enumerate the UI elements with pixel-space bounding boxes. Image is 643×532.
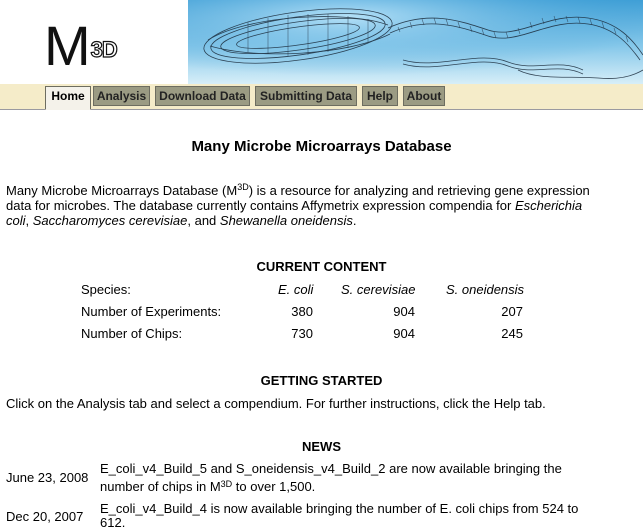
species-header-label: Species: xyxy=(81,282,131,297)
tab-submitting-data[interactable]: Submitting Data xyxy=(255,86,357,106)
tab-analysis[interactable]: Analysis xyxy=(93,86,150,106)
chips-soneidensis-value: 245 xyxy=(501,326,523,341)
species-ecoli-header: E. coli xyxy=(278,282,314,297)
logo-area xyxy=(0,0,188,84)
getting-started-title: GETTING STARTED xyxy=(260,373,383,388)
news-date: June 23, 2008 xyxy=(6,470,89,485)
getting-started-text: Click on the Analysis tab and select a compendium. For further instructions, click the Help tab. xyxy=(6,396,546,411)
chips-row-label: Number of Chips: xyxy=(81,326,183,341)
tab-help[interactable]: Help xyxy=(362,86,398,106)
experiments-scerevisiae-value: 904 xyxy=(393,304,415,319)
experiments-soneidensis-value: 207 xyxy=(501,304,523,319)
news-line: E_coli_v4_Build_4 is now available bringing the number of E. coli chips from 524 to xyxy=(100,501,579,516)
news-title: NEWS xyxy=(302,439,341,454)
site-logo[interactable]: $M^{3D}$ xyxy=(44,14,117,77)
tab-about[interactable]: About xyxy=(403,86,445,106)
news-date: Dec 20, 2007 xyxy=(6,509,84,524)
experiments-ecoli-value: 380 xyxy=(291,304,313,319)
current-content-title: CURRENT CONTENT xyxy=(256,259,387,274)
page-title: Many Microbe Microarrays Database xyxy=(191,138,452,155)
news-line: number of chips in $M^{3D}$ to over 1,500. xyxy=(100,479,316,494)
experiments-row-label: Number of Experiments: xyxy=(81,304,222,319)
tab-home[interactable]: Home xyxy=(45,86,91,110)
intro-paragraph: Many Microbe Microarrays Database $(M^{3D})$ is a resource for analyzing and retrieving gene expression data for microbes. The database currently contains Affymetrix expression compendia for Escherichia coli, Saccharomyces cerevisiae, and Shewanella oneidensis. xyxy=(6,182,590,228)
chips-scerevisiae-value: 904 xyxy=(393,326,415,341)
main-content xyxy=(0,110,643,532)
tab-download-data[interactable]: Download Data xyxy=(155,86,250,106)
microbe-banner-art xyxy=(188,0,643,84)
tab-bar xyxy=(0,84,643,110)
species-scerevisiae-header: S. cerevisiae xyxy=(341,282,416,297)
news-line: 612. xyxy=(100,515,126,530)
news-line: E_coli_v4_Build_5 and S_oneidensis_v4_Build_2 are now available bringing the xyxy=(100,461,562,476)
site-banner xyxy=(0,0,643,84)
species-soneidensis-header: S. oneidensis xyxy=(446,282,525,297)
chips-ecoli-value: 730 xyxy=(291,326,313,341)
